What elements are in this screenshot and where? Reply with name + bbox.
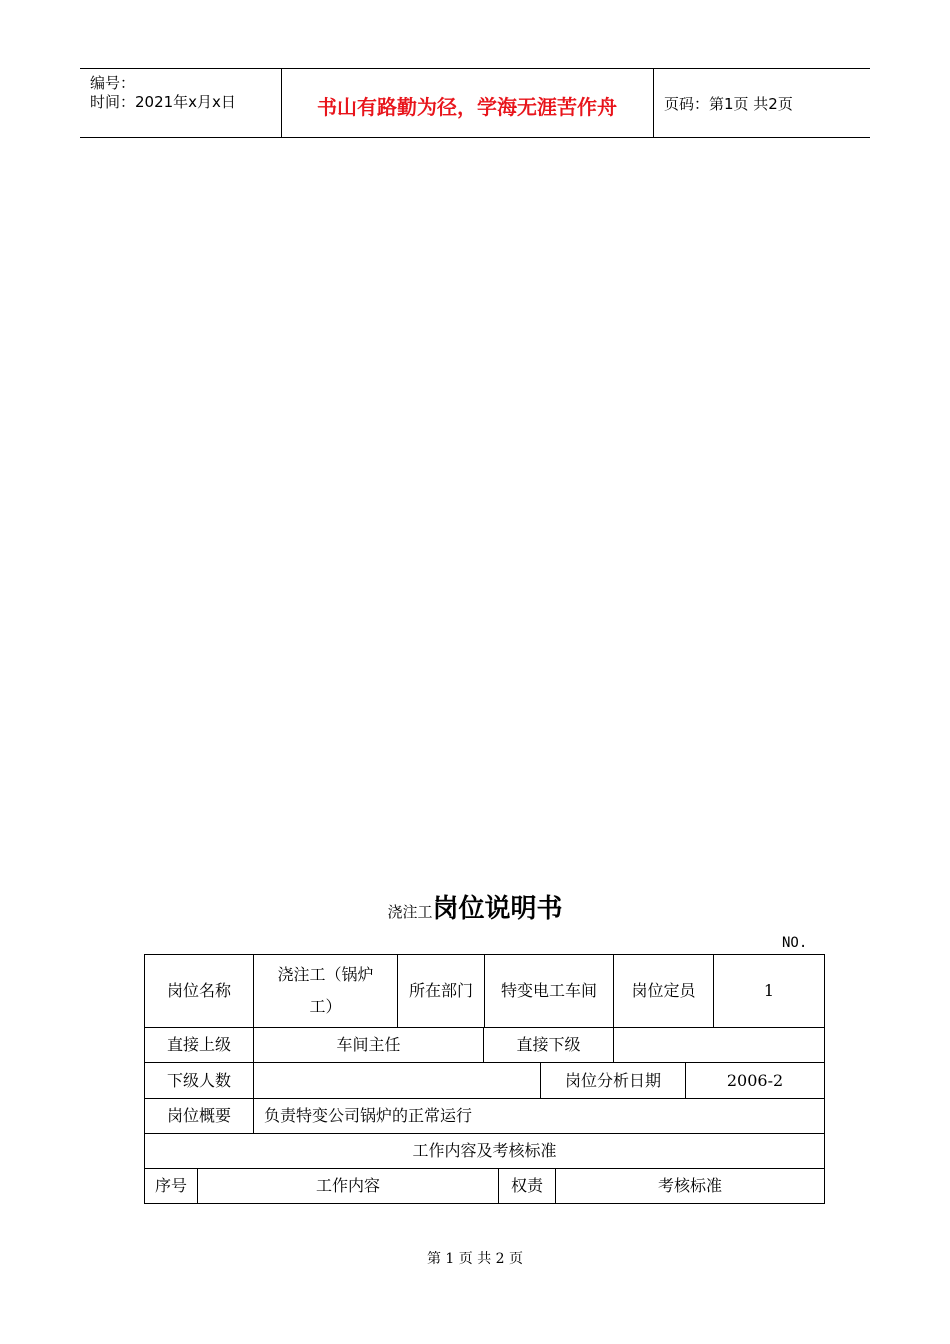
summary-label: 岗位概要 <box>166 1106 231 1125</box>
subordinate-label: 直接下级 <box>516 1035 581 1054</box>
title-main: 岗位说明书 <box>432 894 563 924</box>
header-page-cell <box>654 69 870 137</box>
column-header-content: 工作内容 <box>315 1176 380 1195</box>
header-meta <box>80 69 282 137</box>
position-name-label: 岗位名称 <box>166 981 231 1000</box>
page-footer: 第 1 页 共 2 页 <box>426 1251 524 1267</box>
column-header-standard: 考核标准 <box>657 1176 722 1195</box>
document-number-label: 编号： <box>90 74 136 92</box>
subordinate-count-value <box>254 1063 540 1098</box>
section-title: 工作内容及考核标准 <box>412 1141 557 1160</box>
page-header <box>80 68 870 138</box>
superior-value: 车间主任 <box>336 1035 401 1054</box>
superior-label: 直接上级 <box>166 1035 231 1054</box>
motto-text: 书山有路勤为径，学海无涯苦作舟 <box>317 95 617 119</box>
document-title <box>0 888 950 925</box>
subordinate-value <box>614 1028 824 1062</box>
analysis-date-value: 2006-2 <box>726 1070 784 1090</box>
header-page-code: 页码：第1页 共2页 <box>664 95 793 113</box>
document-time: 时间：2021年x月x日 <box>90 93 236 111</box>
job-description-table <box>144 954 825 1204</box>
header-motto-cell <box>281 69 654 137</box>
title-prefix: 浇注工 <box>387 903 433 921</box>
position-name-value <box>254 955 397 1027</box>
position-name-value-line2: 工） <box>309 997 342 1016</box>
headcount-value: 1 <box>763 981 775 1000</box>
subordinate-count-label: 下级人数 <box>166 1070 231 1090</box>
number-label: NO. <box>782 935 808 951</box>
department-label: 所在部门 <box>408 981 473 1000</box>
position-name-value-line1: 浇注工（锅炉 <box>277 965 374 984</box>
headcount-label: 岗位定员 <box>631 981 696 1000</box>
analysis-date-label: 岗位分析日期 <box>564 1070 661 1090</box>
summary-value: 负责特变公司锅炉的正常运行 <box>264 1106 473 1125</box>
column-header-authority: 权责 <box>510 1176 543 1195</box>
department-value: 特变电工车间 <box>500 981 597 1000</box>
column-header-seq: 序号 <box>154 1176 187 1195</box>
